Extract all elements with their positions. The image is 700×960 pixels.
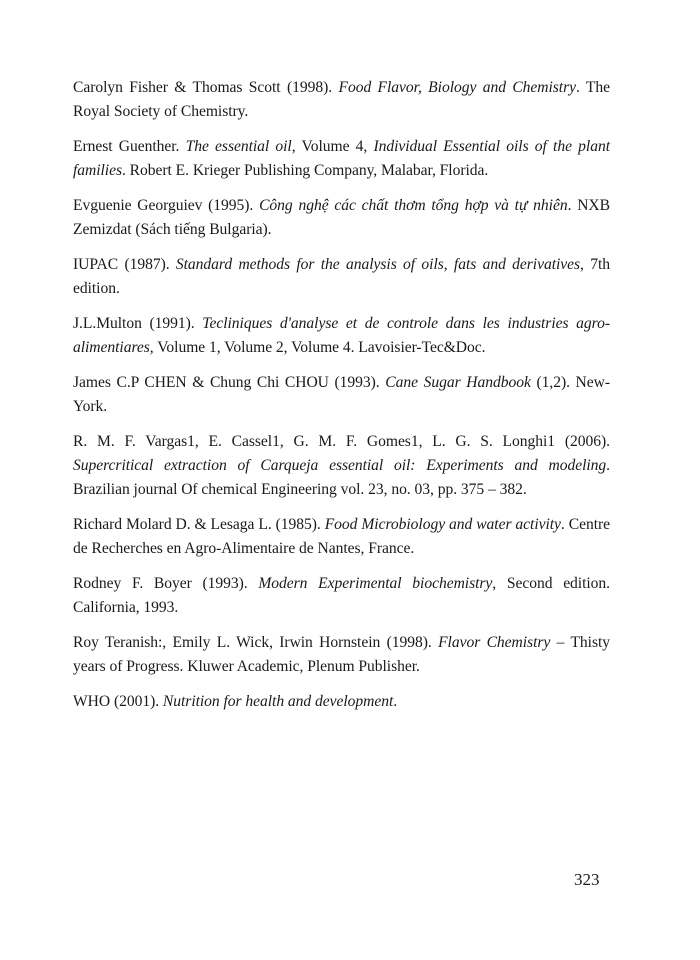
page-number: 323: [574, 870, 600, 889]
reference-volume: , Volume 4,: [291, 138, 374, 155]
reference-title: Cane Sugar Handbook: [385, 374, 531, 391]
reference-publisher: , Volume 1, Volume 2, Volume 4. Lavoisier-Tec&Doc.: [149, 339, 486, 356]
reference-title: Công nghệ các chất thơm tổng hợp và tự nhiên: [259, 197, 568, 214]
reference-subtitle: Individual Essential oils of the plant families: [73, 138, 610, 179]
reference-authors: Evguenie Georguiev (1995).: [73, 197, 260, 214]
reference-title: Tecliniques d'analyse et de controle dans les industries agro-alimentiares: [73, 315, 610, 356]
reference-authors: Carolyn Fisher & Thomas Scott (1998).: [73, 79, 339, 96]
reference-authors: James C.P CHEN & Chung Chi CHOU (1993).: [73, 374, 386, 391]
reference-authors: Ernest Guenther.: [73, 138, 186, 155]
reference-item: [73, 513, 610, 561]
reference-publisher: . Brazilian journal Of chemical Engineering vol. 23, no. 03, pp. 375 – 382.: [73, 457, 610, 498]
reference-publisher: . Robert E. Krieger Publishing Company, Malabar, Florida.: [121, 162, 489, 179]
reference-authors: Richard Molard D. & Lesaga L. (1985).: [73, 516, 325, 533]
reference-authors: Roy Teranish:, Emily L. Wick, Irwin Hornstein (1998).: [73, 634, 439, 651]
reference-title: The essential oil: [185, 138, 292, 155]
reference-authors: J.L.Multon (1991).: [73, 315, 203, 332]
reference-publisher: . NXB Zemizdat (Sách tiếng Bulgaria).: [73, 197, 610, 238]
reference-item: [73, 430, 610, 502]
reference-publisher: – Thisty years of Progress. Kluwer Academic, Plenum Publisher.: [73, 634, 610, 675]
reference-authors: WHO (2001).: [73, 693, 163, 710]
reference-title: Food Microbiology and water activity: [324, 516, 561, 533]
reference-publisher: .: [393, 693, 398, 710]
reference-publisher: , 7th edition.: [73, 256, 610, 297]
reference-item: [73, 312, 610, 360]
reference-item: [73, 253, 610, 301]
reference-title: Food Flavor, Biology and Chemistry: [338, 79, 576, 96]
reference-publisher: . Centre de Recherches en Agro-Alimentaire de Nantes, France.: [73, 516, 610, 557]
reference-authors: R. M. F. Vargas1, E. Cassel1, G. M. F. Gomes1, L. G. S. Longhi1 (2006).: [73, 433, 610, 450]
reference-publisher: . The Royal Society of Chemistry.: [73, 79, 611, 120]
reference-title: Modern Experimental biochemistry: [258, 575, 493, 592]
reference-title: Nutrition for health and development: [162, 693, 394, 710]
reference-title: Supercritical extraction of Carqueja essential oil: Experiments and modeling: [73, 457, 607, 474]
reference-list: [73, 76, 610, 725]
reference-item: [73, 135, 610, 183]
reference-publisher: (1,2). New-York.: [73, 374, 610, 415]
reference-item: [73, 194, 610, 242]
reference-item: [73, 690, 610, 714]
reference-authors: IUPAC (1987).: [73, 256, 176, 273]
reference-item: [73, 572, 610, 620]
reference-item: [73, 371, 610, 419]
reference-item: [73, 76, 610, 124]
reference-title: Standard methods for the analysis of oils, fats and derivatives: [175, 256, 581, 273]
reference-title: Flavor Chemistry: [438, 634, 551, 651]
reference-item: [73, 631, 610, 679]
reference-publisher: , Second edition. California, 1993.: [73, 575, 610, 616]
reference-authors: Rodney F. Boyer (1993).: [73, 575, 259, 592]
